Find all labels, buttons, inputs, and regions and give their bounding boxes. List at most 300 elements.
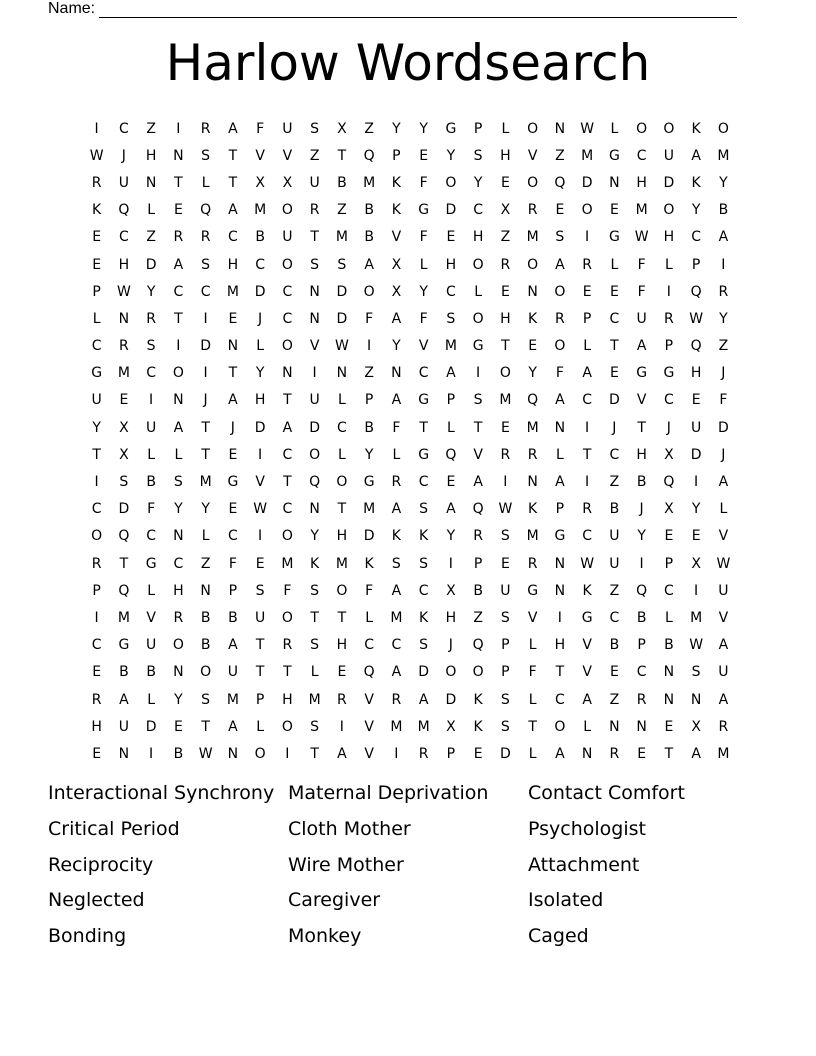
grid-letter: A	[228, 637, 238, 654]
grid-letter: R	[418, 745, 429, 762]
grid-letter: F	[228, 555, 237, 572]
word-list-item: Cloth Mother	[288, 817, 411, 840]
grid-letter: T	[582, 446, 592, 463]
grid-letter: S	[119, 474, 129, 491]
grid-letter: L	[201, 174, 210, 191]
grid-letter: N	[145, 174, 157, 191]
grid-letter: U	[255, 609, 266, 626]
grid-letter: T	[310, 609, 319, 626]
name-label: Name:	[48, 0, 96, 17]
grid-letter: S	[473, 147, 483, 164]
grid-letter: H	[636, 174, 647, 191]
grid-letter: F	[419, 174, 428, 191]
grid-letter: C	[418, 582, 429, 599]
grid-letter: B	[119, 664, 129, 681]
grid-letter: R	[582, 256, 592, 273]
grid-letter: O	[554, 718, 566, 735]
grid-row	[83, 550, 737, 577]
grid-letter: S	[473, 392, 483, 409]
grid-letter: A	[173, 256, 184, 273]
grid-letter: C	[91, 501, 102, 518]
grid-letter: N	[527, 283, 538, 300]
grid-letter: W	[580, 120, 595, 137]
grid-letter: F	[719, 392, 728, 409]
grid-letter: N	[663, 691, 675, 708]
grid-letter: K	[391, 202, 401, 219]
grid-letter: D	[445, 202, 457, 219]
grid-letter: P	[473, 555, 483, 572]
grid-letter: S	[310, 637, 320, 654]
grid-letter: G	[581, 609, 593, 626]
grid-row	[83, 441, 737, 468]
grid-letter: H	[173, 582, 184, 599]
grid-letter: B	[636, 474, 647, 491]
grid-letter: L	[446, 419, 455, 436]
grid-letter: Q	[118, 528, 130, 545]
grid-letter: X	[446, 582, 456, 599]
grid-letter: I	[585, 474, 590, 491]
grid-letter: N	[554, 419, 566, 436]
grid-letter: N	[309, 310, 320, 327]
grid-letter: F	[528, 664, 537, 681]
grid-letter: Z	[146, 120, 156, 137]
grid-letter: L	[256, 718, 265, 735]
grid-letter: O	[336, 474, 348, 491]
grid-letter: T	[228, 174, 238, 191]
grid-letter: M	[308, 691, 321, 708]
grid-letter: N	[118, 745, 130, 762]
grid-letter: A	[582, 691, 592, 708]
grid-letter: Z	[555, 147, 565, 164]
grid-letter: O	[363, 283, 375, 300]
grid-letter: R	[91, 691, 102, 708]
grid-letter: U	[691, 419, 702, 436]
grid-letter: T	[201, 419, 210, 436]
grid-letter: I	[203, 365, 208, 382]
grid-row	[83, 197, 737, 224]
grid-letter: A	[446, 501, 456, 518]
grid-letter: L	[664, 256, 673, 273]
grid-letter: S	[310, 256, 320, 273]
word-list-item: Interactional Synchrony	[48, 782, 275, 804]
grid-letter: W	[116, 283, 131, 300]
grid-letter: I	[94, 609, 99, 626]
grid-letter: P	[582, 310, 592, 327]
grid-letter: U	[663, 147, 674, 164]
grid-letter: L	[147, 446, 156, 463]
grid-letter: G	[91, 365, 103, 382]
grid-letter: U	[718, 582, 729, 599]
grid-letter: E	[609, 283, 619, 300]
grid-letter: T	[201, 446, 210, 463]
grid-letter: N	[527, 474, 538, 491]
grid-letter: O	[281, 202, 293, 219]
word-list-item: Contact Comfort	[528, 782, 685, 804]
grid-letter: U	[609, 555, 620, 572]
grid-letter: T	[419, 419, 428, 436]
grid-letter: N	[227, 338, 239, 355]
grid-letter: E	[173, 202, 183, 219]
grid-letter: B	[718, 202, 729, 219]
grid-letter: J	[612, 419, 617, 436]
grid-letter: Y	[419, 283, 428, 300]
grid-letter: S	[446, 310, 456, 327]
grid-letter: M	[363, 501, 376, 518]
grid-letter: G	[445, 120, 457, 137]
grid-letter: K	[310, 555, 320, 572]
grid-letter: I	[503, 474, 508, 491]
grid-letter: C	[118, 229, 129, 246]
grid-letter: S	[146, 338, 156, 355]
grid-letter: A	[718, 691, 729, 708]
grid-letter: Q	[472, 637, 484, 654]
grid-letter: E	[500, 174, 510, 191]
grid-letter: N	[690, 691, 702, 708]
grid-letter: Y	[719, 174, 728, 191]
grid-letter: Y	[691, 202, 701, 219]
grid-letter: H	[282, 691, 293, 708]
grid-letter: W	[689, 310, 704, 327]
grid-letter: G	[663, 365, 675, 382]
grid-letter: F	[365, 310, 374, 327]
grid-row	[83, 142, 737, 169]
grid-letter: I	[94, 120, 99, 137]
grid-letter: P	[501, 664, 510, 681]
grid-letter: M	[254, 202, 267, 219]
grid-letter: G	[418, 202, 430, 219]
grid-letter: R	[282, 637, 293, 654]
grid-letter: G	[363, 474, 375, 491]
grid-letter: F	[555, 365, 564, 382]
grid-letter: L	[147, 582, 156, 599]
grid-letter: C	[227, 528, 238, 545]
grid-letter: G	[527, 582, 539, 599]
grid-letter: Q	[527, 392, 539, 409]
grid-letter: L	[474, 283, 483, 300]
word-list-item: Monkey	[288, 925, 362, 948]
grid-letter: O	[554, 338, 566, 355]
grid-letter: Y	[201, 501, 210, 518]
grid-letter: R	[527, 202, 538, 219]
grid-letter: W	[89, 147, 104, 164]
grid-letter: O	[445, 664, 457, 681]
grid-letter: P	[92, 283, 101, 300]
grid-letter: R	[91, 555, 102, 572]
grid-letter: O	[281, 528, 293, 545]
grid-letter: A	[364, 256, 374, 273]
grid-letter: E	[337, 664, 347, 681]
grid-letter: E	[255, 555, 265, 572]
grid-letter: A	[391, 310, 402, 327]
grid-letter: Y	[174, 691, 183, 708]
grid-letter: C	[255, 256, 266, 273]
grid-letter: Q	[363, 147, 375, 164]
grid-letter: Z	[146, 229, 156, 246]
grid-letter: I	[285, 745, 290, 762]
word-list-item: Neglected	[48, 889, 145, 912]
grid-letter: Q	[309, 474, 321, 491]
grid-letter: A	[391, 501, 402, 518]
grid-letter: Y	[637, 528, 646, 545]
grid-letter: J	[721, 446, 726, 463]
grid-letter: A	[555, 474, 565, 491]
grid-letter: T	[228, 147, 238, 164]
grid-letter: K	[92, 202, 102, 219]
grid-letter: I	[339, 718, 344, 735]
grid-letter: C	[91, 338, 102, 355]
grid-letter: M	[281, 555, 294, 572]
grid-letter: O	[717, 120, 729, 137]
grid-letter: J	[639, 501, 644, 518]
grid-letter: H	[663, 229, 675, 246]
grid-letter: Y	[719, 310, 728, 327]
grid-letter: V	[718, 528, 729, 545]
grid-letter: N	[118, 310, 130, 327]
grid-letter: X	[337, 120, 347, 137]
grid-letter: L	[610, 120, 619, 137]
grid-letter: E	[419, 147, 429, 164]
grid-letter: F	[365, 582, 374, 599]
grid-letter: N	[663, 664, 675, 681]
grid-letter: A	[636, 338, 647, 355]
grid-letter: G	[418, 392, 430, 409]
grid-letter: C	[418, 474, 429, 491]
grid-letter: Y	[473, 174, 483, 191]
grid-letter: S	[500, 528, 510, 545]
grid-letter: B	[473, 582, 483, 599]
grid-letter: E	[500, 419, 510, 436]
grid-letter: O	[581, 202, 593, 219]
grid-letter: I	[258, 446, 263, 463]
grid-letter: Q	[363, 664, 375, 681]
grid-letter: M	[717, 147, 730, 164]
grid-letter: M	[226, 691, 239, 708]
grid-letter: H	[554, 637, 566, 654]
grid-letter: J	[121, 147, 126, 164]
grid-letter: Y	[364, 446, 374, 463]
grid-letter: J	[258, 310, 263, 327]
grid-letter: E	[228, 310, 238, 327]
grid-letter: N	[554, 555, 566, 572]
grid-letter: I	[312, 365, 317, 382]
grid-letter: V	[636, 392, 647, 409]
grid-letter: P	[473, 120, 483, 137]
grid-letter: O	[663, 120, 675, 137]
grid-letter: E	[609, 202, 619, 219]
grid-letter: K	[473, 718, 483, 735]
grid-letter: A	[718, 637, 729, 654]
grid-letter: R	[555, 310, 565, 327]
grid-letter: L	[610, 256, 619, 273]
grid-letter: S	[310, 718, 320, 735]
grid-letter: C	[609, 446, 620, 463]
grid-letter: R	[200, 120, 211, 137]
grid-letter: I	[721, 256, 726, 273]
grid-letter: V	[255, 147, 265, 164]
grid-letter: R	[718, 718, 729, 735]
grid-letter: T	[337, 609, 347, 626]
grid-letter: E	[92, 745, 102, 762]
grid-letter: Q	[636, 582, 648, 599]
grid-letter: Y	[255, 365, 265, 382]
grid-letter: G	[118, 637, 130, 654]
grid-letter: R	[391, 474, 402, 491]
grid-letter: S	[500, 718, 510, 735]
grid-letter: A	[446, 365, 456, 382]
grid-letter: U	[146, 637, 157, 654]
grid-letter: J	[666, 419, 671, 436]
grid-letter: H	[445, 609, 457, 626]
grid-letter: S	[201, 147, 211, 164]
grid-letter: L	[256, 338, 265, 355]
grid-letter: R	[500, 446, 511, 463]
grid-letter: Y	[174, 501, 183, 518]
grid-letter: M	[335, 229, 348, 246]
grid-letter: O	[527, 256, 539, 273]
grid-letter: B	[364, 202, 374, 219]
grid-row	[83, 251, 737, 278]
grid-letter: B	[636, 609, 647, 626]
grid-letter: C	[582, 392, 593, 409]
grid-letter: T	[664, 745, 674, 762]
grid-letter: M	[117, 365, 130, 382]
grid-letter: I	[694, 582, 699, 599]
grid-letter: T	[119, 555, 129, 572]
grid-letter: X	[391, 283, 402, 300]
grid-letter: K	[691, 120, 701, 137]
grid-letter: O	[445, 174, 457, 191]
grid-letter: U	[282, 120, 293, 137]
grid-letter: D	[717, 419, 729, 436]
grid-letter: L	[310, 664, 319, 681]
grid-letter: F	[147, 501, 156, 518]
grid-letter: J	[230, 419, 235, 436]
grid-letter: I	[448, 555, 453, 572]
grid-letter: Q	[554, 174, 566, 191]
grid-letter: A	[228, 120, 238, 137]
grid-letter: K	[528, 310, 538, 327]
grid-letter: C	[282, 446, 293, 463]
grid-letter: G	[554, 528, 566, 545]
grid-letter: N	[636, 718, 647, 735]
grid-letter: U	[227, 664, 238, 681]
grid-letter: A	[691, 147, 701, 164]
grid-letter: Y	[528, 365, 537, 382]
grid-letter: C	[146, 365, 157, 382]
grid-letter: C	[282, 310, 293, 327]
grid-letter: Y	[419, 120, 428, 137]
grid-letter: Q	[445, 446, 457, 463]
grid-letter: S	[555, 229, 565, 246]
grid-letter: A	[718, 474, 729, 491]
grid-letter: D	[254, 419, 266, 436]
grid-letter: L	[528, 745, 537, 762]
grid-row	[83, 387, 737, 414]
grid-letter: H	[636, 446, 647, 463]
grid-letter: N	[200, 582, 211, 599]
grid-letter: P	[501, 637, 510, 654]
grid-letter: I	[476, 365, 481, 382]
grid-letter: O	[200, 664, 212, 681]
grid-letter: R	[527, 446, 538, 463]
grid-row	[83, 686, 737, 713]
word-list-item: Attachment	[528, 853, 640, 876]
grid-letter: O	[309, 446, 321, 463]
grid-letter: A	[228, 392, 238, 409]
grid-letter: N	[173, 147, 184, 164]
grid-letter: M	[581, 147, 594, 164]
grid-letter: B	[337, 174, 347, 191]
grid-letter: Q	[663, 474, 675, 491]
grid-letter: T	[201, 718, 210, 735]
grid-letter: L	[92, 310, 101, 327]
grid-letter: F	[256, 120, 265, 137]
grid-letter: Y	[310, 528, 319, 545]
grid-letter: V	[582, 664, 592, 681]
word-list	[48, 776, 788, 955]
grid-letter: V	[255, 474, 265, 491]
grid-letter: E	[691, 528, 701, 545]
grid-letter: I	[585, 229, 590, 246]
word-list-item: Psychologist	[528, 817, 646, 840]
grid-letter: T	[228, 365, 238, 382]
grid-letter: I	[666, 283, 671, 300]
grid-letter: B	[255, 229, 265, 246]
grid-row	[83, 523, 737, 550]
grid-letter: W	[634, 229, 649, 246]
grid-letter: X	[691, 718, 701, 735]
grid-letter: Z	[609, 691, 620, 708]
grid-letter: U	[118, 718, 129, 735]
grid-letter: P	[446, 392, 456, 409]
grid-letter: L	[174, 446, 183, 463]
grid-letter: E	[691, 392, 701, 409]
grid-letter: I	[149, 745, 154, 762]
grid-letter: S	[419, 501, 429, 518]
grid-letter: I	[203, 310, 208, 327]
grid-letter: U	[609, 528, 620, 545]
grid-letter: O	[636, 120, 648, 137]
grid-letter: R	[473, 528, 483, 545]
grid-letter: H	[145, 147, 157, 164]
grid-letter: L	[337, 446, 346, 463]
grid-letter: M	[526, 528, 539, 545]
word-list-item: Reciprocity	[48, 853, 154, 876]
grid-letter: Z	[364, 365, 374, 382]
grid-letter: H	[336, 528, 348, 545]
grid-letter: M	[363, 174, 376, 191]
grid-letter: M	[390, 609, 403, 626]
grid-letter: C	[473, 202, 484, 219]
grid-letter: Q	[690, 283, 702, 300]
grid-letter: S	[419, 637, 429, 654]
grid-letter: E	[92, 256, 102, 273]
grid-letter: A	[228, 718, 238, 735]
grid-letter: D	[336, 283, 348, 300]
grid-letter: E	[664, 718, 674, 735]
grid-letter: G	[418, 446, 430, 463]
grid-letter: A	[555, 392, 565, 409]
grid-letter: L	[583, 718, 592, 735]
grid-letter: D	[200, 338, 212, 355]
grid-letter: H	[445, 256, 457, 273]
grid-letter: R	[391, 691, 402, 708]
grid-letter: A	[555, 256, 565, 273]
grid-letter: B	[173, 745, 184, 762]
grid-letter: E	[446, 474, 456, 491]
grid-letter: E	[228, 501, 238, 518]
grid-letter: S	[500, 609, 510, 626]
